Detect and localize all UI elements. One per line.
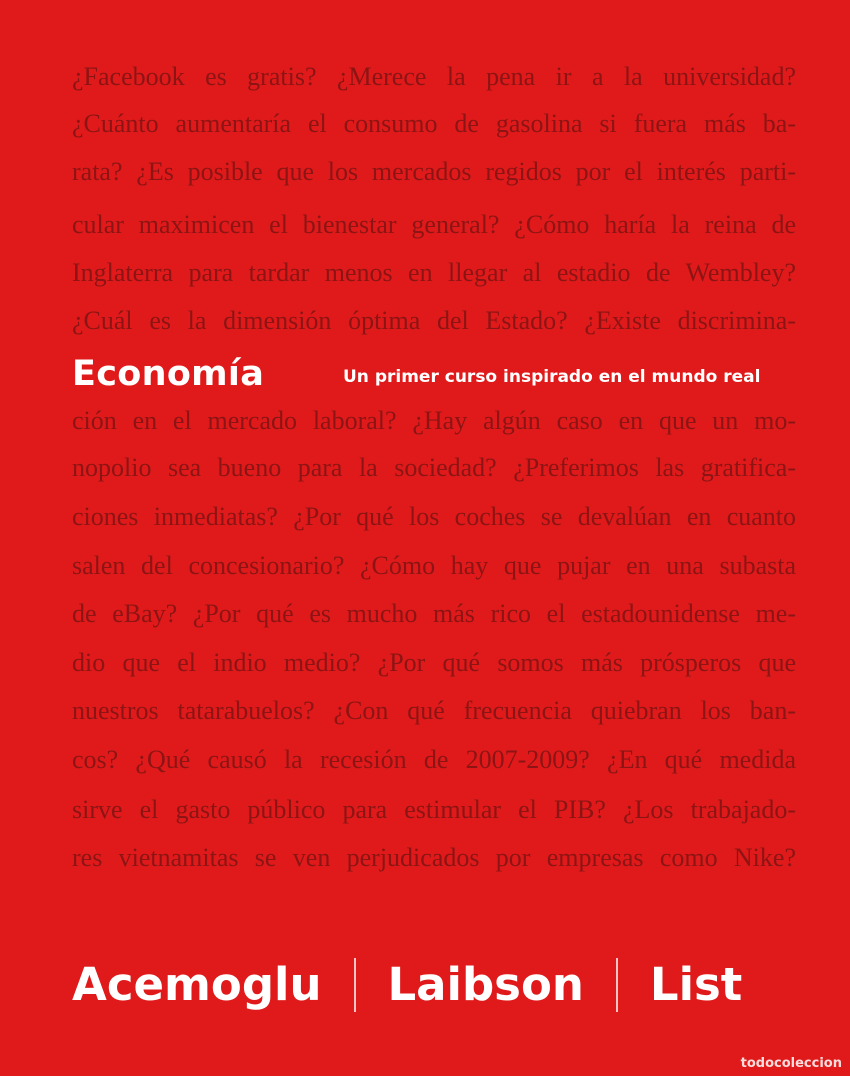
question-line: rata? ¿Es posible que los mercados regidos por el interés parti- bbox=[72, 157, 796, 186]
author-separator bbox=[354, 958, 356, 1012]
question-line: de eBay? ¿Por qué es mucho más rico el estadounidense me- bbox=[72, 599, 796, 628]
question-line: ¿Facebook es gratis? ¿Merece la pena ir a la universidad? bbox=[72, 62, 796, 91]
author-separator bbox=[616, 958, 618, 1012]
question-line: ¿Cuál es la dimensión óptima del Estado? ¿Existe discrimina- bbox=[72, 306, 796, 335]
question-line: ción en el mercado laboral? ¿Hay algún caso en que un mo- bbox=[72, 406, 796, 435]
question-line: nuestros tatarabuelos? ¿Con qué frecuencia quiebran los ban- bbox=[72, 696, 796, 725]
question-line: Inglaterra para tardar menos en llegar al estadio de Wembley? bbox=[72, 258, 796, 287]
author-name: Acemoglu bbox=[72, 958, 322, 1011]
question-line: cos? ¿Qué causó la recesión de 2007-2009? ¿En qué medida bbox=[72, 745, 796, 774]
question-line: salen del concesionario? ¿Cómo hay que pujar en una subasta bbox=[72, 551, 796, 580]
question-line: res vietnamitas se ven perjudicados por empresas como Nike? bbox=[72, 843, 796, 872]
question-line: sirve el gasto público para estimular el PIB? ¿Los trabajado- bbox=[72, 795, 796, 824]
author-list bbox=[72, 955, 742, 1015]
question-line: ciones inmediatas? ¿Por qué los coches se devalúan en cuanto bbox=[72, 502, 796, 531]
question-line: cular maximicen el bienestar general? ¿Cómo haría la reina de bbox=[72, 210, 796, 239]
book-subtitle: Un primer curso inspirado en el mundo real bbox=[343, 367, 761, 387]
question-line: dio que el indio medio? ¿Por qué somos más prósperos que bbox=[72, 648, 796, 677]
watermark: todocoleccion bbox=[740, 1056, 842, 1071]
question-line: nopolio sea bueno para la sociedad? ¿Preferimos las gratifica- bbox=[72, 453, 796, 482]
book-title: Economía bbox=[72, 354, 265, 394]
author-name: List bbox=[649, 958, 743, 1011]
question-line: ¿Cuánto aumentaría el consumo de gasolina si fuera más ba- bbox=[72, 109, 796, 138]
author-name: Laibson bbox=[387, 958, 584, 1011]
